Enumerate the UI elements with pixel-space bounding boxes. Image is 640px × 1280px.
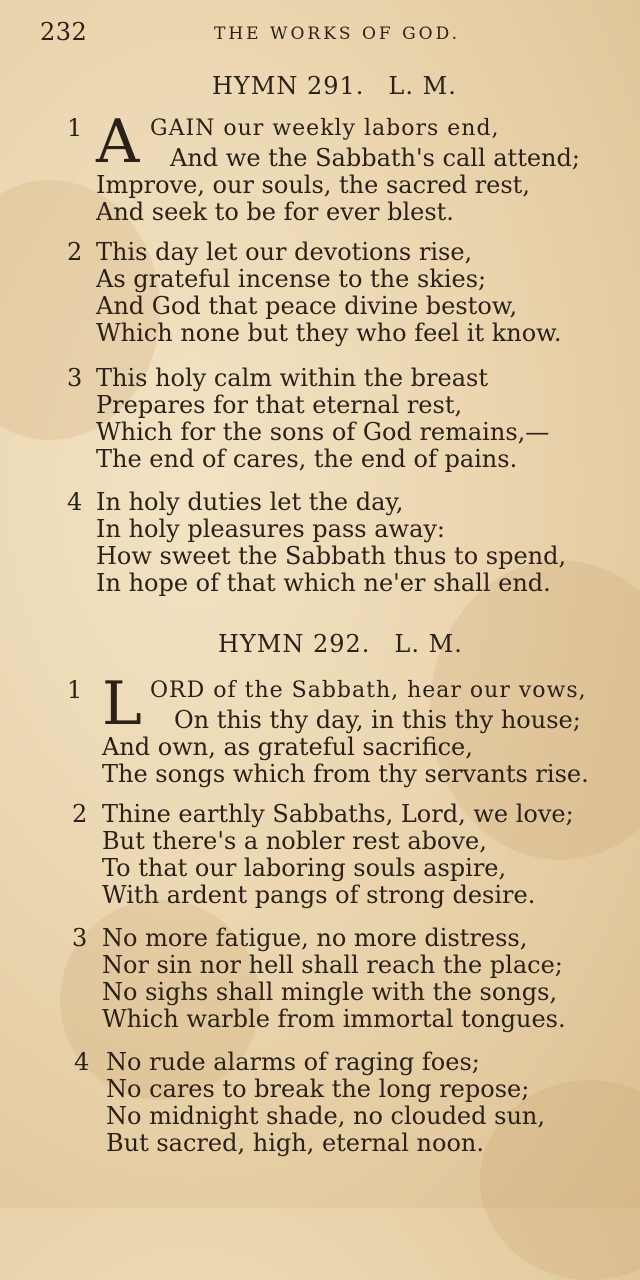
verse-line: But there's a nobler rest above, [102, 827, 487, 855]
verse-line: No more fatigue, no more distress, [102, 924, 528, 952]
drop-cap: L [102, 669, 142, 739]
verse-line: In hope of that which ne'er shall end. [96, 569, 551, 597]
verse-line: ORD of the Sabbath, hear our vows, [150, 678, 587, 703]
verse-number: 1 [67, 676, 83, 704]
verse-line: And we the Sabbath's call attend; [170, 144, 580, 172]
verse-line: The end of cares, the end of pains. [96, 445, 518, 473]
verse-line: Improve, our souls, the sacred rest, [96, 171, 530, 199]
verse-line: GAIN our weekly labors end, [150, 116, 500, 141]
verse-line: As grateful incense to the skies; [96, 265, 487, 293]
verse-number: 4 [74, 1048, 90, 1076]
verse-line: This day let our devotions rise, [96, 238, 473, 266]
verse-line: And God that peace divine bestow, [96, 292, 518, 320]
verse-line: Which none but they who feel it know. [96, 319, 562, 347]
verse-line: No midnight shade, no clouded sun, [106, 1102, 545, 1130]
verse-line: No rude alarms of raging foes; [106, 1048, 480, 1076]
verse-line: This holy calm within the breast [96, 364, 488, 392]
verse-line: But sacred, high, eternal noon. [106, 1129, 484, 1157]
verse-line: Which warble from immortal tongues. [102, 1005, 566, 1033]
running-head [0, 18, 640, 54]
verse-number: 3 [67, 364, 83, 392]
verse-number: 2 [67, 238, 83, 266]
verse-line: In holy pleasures pass away: [96, 515, 446, 543]
verse-line: On this thy day, in this thy house; [174, 706, 581, 734]
verse-number: 4 [67, 488, 83, 516]
verse-line: The songs which from thy servants rise. [102, 760, 589, 788]
verse-line: And own, as grateful sacrifice, [102, 733, 473, 761]
hymn-number: HYMN 292. [218, 630, 371, 658]
verse-line: In holy duties let the day, [96, 488, 404, 516]
verse-line: No cares to break the long repose; [106, 1075, 530, 1103]
verse-number: 2 [72, 800, 88, 828]
verse-line: Which for the sons of God remains,— [96, 418, 550, 446]
hymn-title [218, 630, 463, 658]
verse-line: To that our laboring souls aspire, [102, 854, 507, 882]
verse-line: With ardent pangs of strong desire. [102, 881, 536, 909]
drop-cap: A [96, 107, 140, 177]
verse-line: Nor sin nor hell shall reach the place; [102, 951, 563, 979]
verse-line: No sighs shall mingle with the songs, [102, 978, 558, 1006]
hymn-meter: L. M. [394, 630, 463, 658]
running-head-title: THE WORKS OF GOD. [214, 24, 461, 44]
hymn-number: HYMN 291. [212, 72, 365, 100]
verse-number: 3 [72, 924, 88, 952]
verse-line: Thine earthly Sabbaths, Lord, we love; [102, 800, 574, 828]
page-number: 232 [40, 18, 88, 46]
verse-line: Prepares for that eternal rest, [96, 391, 463, 419]
hymn-meter: L. M. [388, 72, 457, 100]
hymn-title [212, 72, 457, 100]
verse-line: And seek to be for ever blest. [96, 198, 454, 226]
verse-number: 1 [67, 114, 83, 142]
verse-line: How sweet the Sabbath thus to spend, [96, 542, 567, 570]
